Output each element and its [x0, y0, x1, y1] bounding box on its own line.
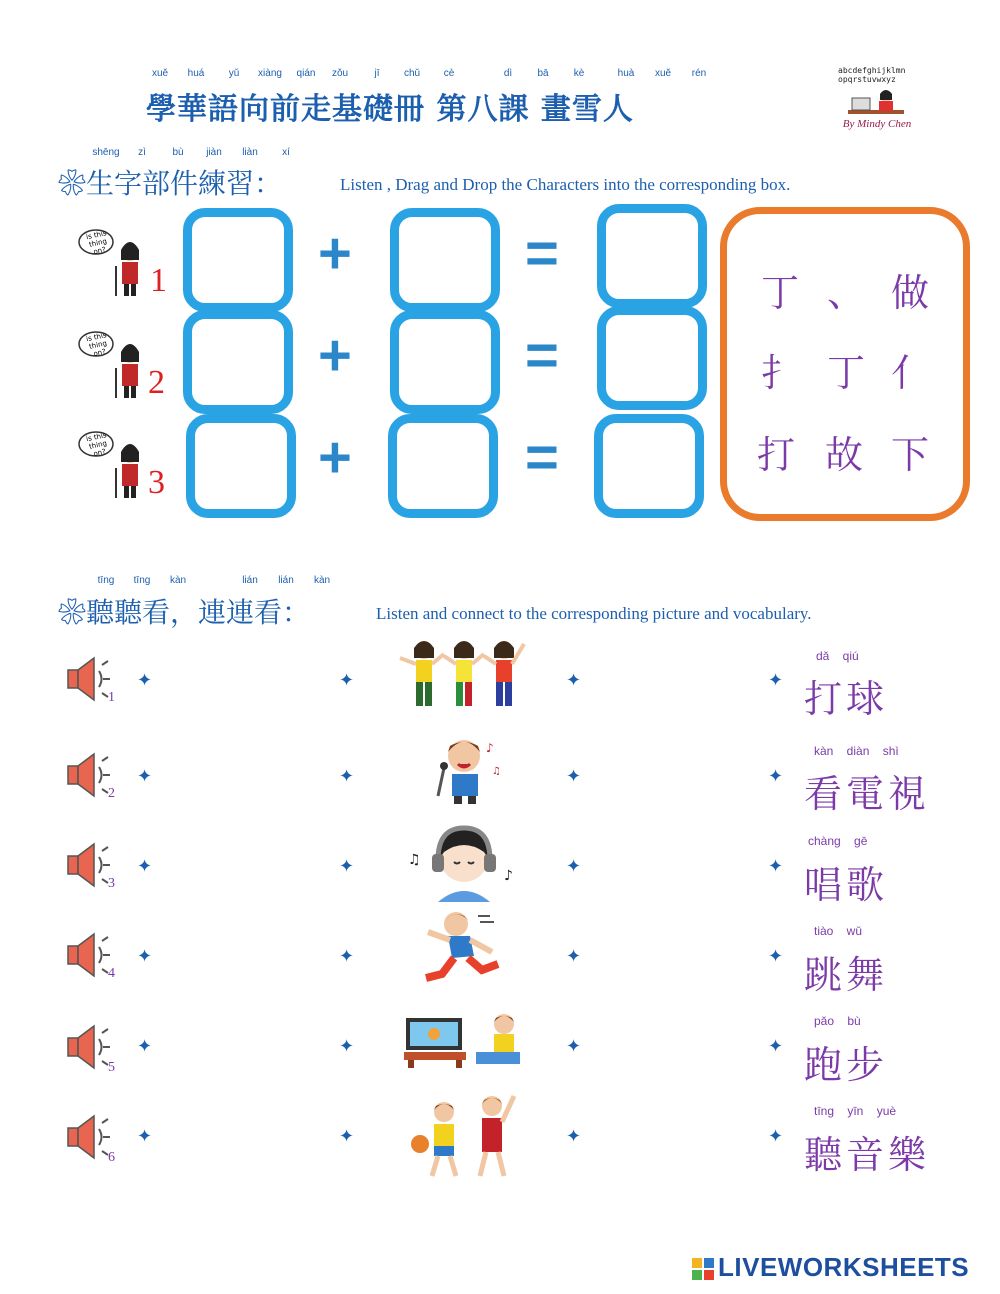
pinyin-syllable: liàn — [242, 147, 258, 158]
vocab-word: 看電視 — [804, 772, 931, 816]
connect-dot-right[interactable]: ✦ — [768, 1126, 784, 1147]
connect-dot-pic-left[interactable]: ✦ — [339, 1036, 355, 1057]
section1-heading: ❀生字部件練習： — [58, 167, 283, 200]
pinyin-syllable: jī — [374, 68, 380, 79]
connect-dot-pic-right[interactable]: ✦ — [566, 856, 582, 877]
speaker-number: 3 — [108, 876, 115, 891]
drop-box-2b[interactable] — [390, 310, 500, 414]
connect-dot-pic-left[interactable]: ✦ — [339, 766, 355, 787]
connect-dot-pic-left[interactable]: ✦ — [339, 946, 355, 967]
connect-dot-pic-right[interactable]: ✦ — [566, 946, 582, 967]
drop-box-3a[interactable] — [186, 414, 296, 518]
liveworksheets-logo — [692, 1252, 969, 1283]
logo-letters: abcdefghijklmnopqrstuvwxyz — [838, 66, 906, 84]
drop-box-1a[interactable] — [183, 208, 293, 312]
basketball-players-picture — [406, 1092, 522, 1180]
liveworksheets-mark-icon — [692, 1258, 714, 1280]
watching-tv-picture — [404, 1012, 524, 1070]
pinyin-syllable: kàn — [313, 575, 331, 586]
pinyin-syllable: tīng — [133, 575, 151, 586]
plus-sign: + — [318, 425, 352, 490]
author-logo — [832, 66, 922, 132]
draggable-character[interactable]: 、 — [827, 271, 866, 315]
vocab-pinyin: pǎo bù — [814, 1014, 861, 1028]
drop-box-1b[interactable] — [390, 208, 500, 312]
connect-dot-right[interactable]: ✦ — [768, 766, 784, 787]
vocab-word: 打球 — [804, 677, 889, 721]
drop-box-3b[interactable] — [388, 414, 498, 518]
vocab-word: 跑步 — [804, 1043, 889, 1087]
headphones-listener-picture — [404, 824, 522, 902]
row-number: 3 — [148, 464, 165, 501]
connect-dot-left[interactable]: ✦ — [137, 1126, 153, 1147]
pinyin-syllable: zì — [138, 147, 146, 158]
speaker-icon[interactable] — [66, 750, 112, 800]
vocab-pinyin: tiào wǔ — [814, 924, 863, 938]
drop-box-1c[interactable] — [597, 204, 707, 308]
pinyin-syllable: bù — [172, 147, 184, 158]
plus-sign: + — [318, 323, 352, 388]
vocab-pinyin: dǎ qiú — [816, 649, 859, 663]
pinyin-syllable: xiàng — [258, 68, 282, 79]
draggable-character[interactable]: 打 — [757, 433, 796, 477]
draggable-character[interactable]: 亻 — [891, 351, 930, 395]
connect-dot-right[interactable]: ✦ — [768, 946, 784, 967]
speaker-number: 1 — [108, 690, 115, 705]
draggable-character[interactable]: 下 — [891, 433, 930, 477]
drop-box-3c[interactable] — [594, 414, 704, 518]
speaker-icon[interactable] — [66, 1112, 112, 1162]
svg-text:♪: ♪ — [504, 868, 513, 884]
vocab-pinyin: tīng yīn yuè — [814, 1104, 897, 1118]
speaker-number: 2 — [108, 786, 115, 801]
draggable-character[interactable]: 故 — [825, 433, 864, 477]
connect-dot-right[interactable]: ✦ — [768, 1036, 784, 1057]
speaker-number: 6 — [108, 1150, 115, 1165]
dancing-kids-picture — [398, 634, 530, 720]
section1-pinyin — [86, 147, 346, 161]
vocab-word: 唱歌 — [804, 863, 889, 907]
speaker-number: 5 — [108, 1060, 115, 1075]
pinyin-syllable: huà — [617, 68, 635, 79]
equals-sign: = — [525, 425, 559, 490]
equals-sign: = — [525, 221, 559, 286]
pinyin-syllable: yǔ — [228, 68, 240, 79]
pinyin-syllable: zǒu — [331, 68, 349, 79]
vocab-pinyin: chàng gē — [808, 834, 868, 848]
connect-dot-left[interactable]: ✦ — [137, 856, 153, 877]
connect-dot-pic-right[interactable]: ✦ — [566, 766, 582, 787]
pinyin-syllable: chǔ — [403, 68, 421, 79]
singing-boy-picture — [422, 734, 508, 806]
svg-text:♫: ♫ — [492, 766, 501, 777]
pinyin-syllable: rén — [691, 68, 707, 79]
connect-dot-pic-right[interactable]: ✦ — [566, 670, 582, 691]
speaker-icon[interactable] — [66, 840, 112, 890]
speech-bubble-text: is this thing on? — [85, 229, 108, 257]
vocab-word: 聽音樂 — [804, 1133, 931, 1177]
connect-dot-right[interactable]: ✦ — [768, 670, 784, 691]
section2-instruction: Listen and connect to the corresponding picture and vocabulary. — [376, 604, 812, 623]
connect-dot-pic-left[interactable]: ✦ — [339, 1126, 355, 1147]
connect-dot-pic-left[interactable]: ✦ — [339, 856, 355, 877]
pinyin-syllable: kè — [573, 68, 585, 79]
plus-sign: + — [318, 221, 352, 286]
draggable-character[interactable]: 丁 — [761, 271, 800, 315]
connect-dot-left[interactable]: ✦ — [137, 766, 153, 787]
title-pinyin — [140, 68, 740, 82]
connect-dot-left[interactable]: ✦ — [137, 1036, 153, 1057]
brand-name: LIVEWORKSHEETS — [718, 1252, 970, 1282]
drop-box-2c[interactable] — [597, 306, 707, 410]
pinyin-syllable: xuě — [654, 68, 672, 79]
connect-dot-pic-right[interactable]: ✦ — [566, 1126, 582, 1147]
connect-dot-left[interactable]: ✦ — [137, 670, 153, 691]
running-boy-picture — [412, 908, 516, 988]
connect-dot-right[interactable]: ✦ — [768, 856, 784, 877]
speaker-number: 4 — [108, 966, 115, 981]
speaker-icon[interactable] — [66, 930, 112, 980]
connect-dot-left[interactable]: ✦ — [137, 946, 153, 967]
draggable-character[interactable]: 扌 — [761, 351, 800, 395]
speech-bubble-text: is this thing on? — [85, 431, 108, 459]
row-number: 2 — [148, 364, 165, 401]
draggable-character[interactable]: 丁 — [827, 351, 866, 395]
vocab-pinyin: kàn diàn shì — [814, 744, 899, 758]
pinyin-syllable: xí — [282, 147, 290, 158]
pinyin-syllable: cè — [443, 68, 455, 79]
pinyin-syllable: kàn — [169, 575, 187, 586]
pinyin-syllable: qián — [296, 68, 316, 79]
equals-sign: = — [525, 323, 559, 388]
row-number: 1 — [150, 262, 167, 299]
page-title: 學華語向前走基礎冊 第八課 畫雪人 — [146, 92, 634, 127]
pinyin-syllable: huá — [187, 68, 205, 79]
speaker-icon[interactable] — [66, 1022, 112, 1072]
pinyin-syllable: dì — [503, 68, 513, 79]
drop-box-2a[interactable] — [183, 310, 293, 414]
vocab-word: 跳舞 — [804, 953, 889, 997]
speaker-icon[interactable] — [66, 654, 112, 704]
pinyin-syllable: xuě — [151, 68, 169, 79]
pinyin-syllable: shēng — [92, 147, 120, 158]
connect-dot-pic-right[interactable]: ✦ — [566, 1036, 582, 1057]
teacher-at-desk-icon — [846, 88, 906, 118]
draggable-character[interactable]: 做 — [891, 271, 930, 315]
svg-text:♪: ♪ — [486, 741, 494, 755]
speech-bubble-text: is this thing on? — [85, 331, 108, 359]
pinyin-syllable: lián — [242, 575, 258, 586]
section2-pinyin — [86, 575, 366, 589]
character-bank — [720, 207, 970, 521]
pinyin-syllable: lián — [278, 575, 294, 586]
section2-heading: ❀聽聽看，連連看： — [58, 596, 311, 629]
pinyin-syllable: bā — [537, 68, 549, 79]
connect-dot-pic-left[interactable]: ✦ — [339, 670, 355, 691]
section1-instruction: Listen , Drag and Drop the Characters into the corresponding box. — [340, 175, 791, 194]
pinyin-syllable: jiàn — [206, 147, 222, 158]
logo-caption: By Mindy Chen — [842, 118, 912, 130]
pinyin-syllable: tīng — [97, 575, 115, 586]
svg-text:♫: ♫ — [408, 852, 421, 868]
